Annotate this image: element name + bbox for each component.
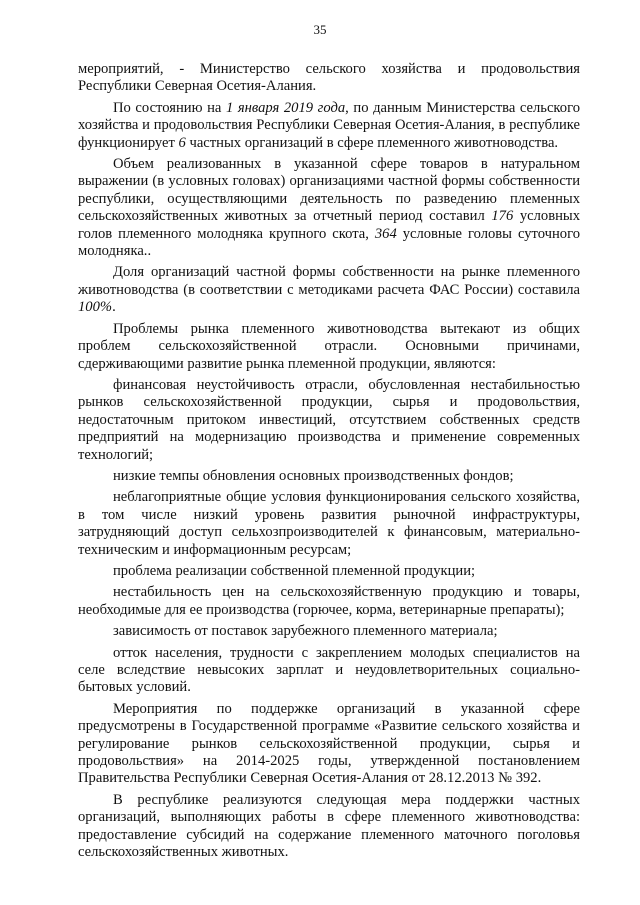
paragraph [78, 563, 580, 580]
text-run: нестабильность цен на сельскохозяйственную продукцию и товары, необходимые для ее производства (горючее, корма, ветеринарные препараты); [78, 584, 580, 618]
italic-text: 176 [491, 208, 514, 225]
paragraph [78, 100, 580, 152]
paragraph [78, 377, 580, 464]
text-run: Проблемы рынка племенного животноводства вытекают из общих проблем сельскохозяйственной отрасли. Основными причинами, сдерживающими развитие рынка племенной продукции, являются: [78, 320, 580, 372]
text-run: Мероприятия по поддержке организаций в указанной сфере предусмотрены в Государственной программе «Развитие сельского хозяйства и регулирование рынков сельскохозяйственной продукции, сырья и продовольствия» на 2014-2025 годы, утвержденной постановлением Правительства Республики Северная Осетия-Алания от 28.12.2013 № 392. [78, 700, 580, 787]
document-body [78, 61, 580, 865]
paragraph [78, 701, 580, 788]
text-run: условные головы суточного молодняка.. [78, 225, 580, 260]
paragraph [78, 792, 580, 862]
paragraph [78, 61, 580, 96]
text-run: Доля организаций частной формы собственности на рынке племенного животноводства (в соответствии с методиками расчета ФАС России) составила [78, 264, 580, 298]
paragraph [78, 321, 580, 373]
text-run: мероприятий, - Министерство сельского хозяйства и продовольствия Республики Северная Осетия-Алания. [78, 61, 580, 95]
text-run: зависимость от поставок зарубежного племенного материала; [113, 623, 498, 640]
text-run: В республике реализуются следующая мера поддержки частных организаций, выполняющих работы в сфере племенного животноводства: предоставление субсидий на содержание племенного маточного поголовья сельскохозяйственных животных. [78, 791, 580, 861]
text-run: отток населения, трудности с закреплением молодых специалистов на селе вследствие невысоких зарплат и неудовлетворительных социально-бытовых условий. [78, 644, 580, 696]
text-run: неблагоприятные общие условия функционирования сельского хозяйства, в том числе низкий уровень развития рыночной инфраструктуры, затрудняющий доступ сельхозпроизводителей к финансовым, материально-техническим и информационным ресурсам; [78, 489, 580, 558]
paragraph [78, 156, 580, 260]
italic-text: 1 января 2019 года [225, 99, 346, 116]
text-run: проблема реализации собственной племенной продукции; [113, 562, 476, 579]
paragraph [78, 489, 580, 559]
paragraph [78, 623, 580, 640]
text-run: Объем реализованных в указанной сфере товаров в натуральном выражении (в условных головах) организациями частной формы собственности республики, осуществляющими деятельность по разведению племенных сельскохозяйственных животных за отчетный период составил [78, 156, 580, 225]
italic-text: 364 [374, 225, 397, 242]
text-run: низкие темпы обновления основных производственных фондов; [113, 467, 514, 484]
paragraph [78, 645, 580, 697]
text-run: финансовая неустойчивость отрасли, обусловленная нестабильностью рынков сельскохозяйственной продукции, сырья и продовольствия, недостаточным притоком инвестиций, отсутствием собственных средств предприятий на модернизацию производства и применение современных технологий; [78, 376, 580, 463]
paragraph [78, 264, 580, 316]
paragraph [78, 584, 580, 619]
paragraph [78, 468, 580, 485]
text-run: , по данным Министерства сельского хозяйства и продовольствия Республики Северная Осетия-Алания, в республике функционирует [78, 99, 581, 151]
italic-text: 6 [178, 134, 186, 151]
text-run: условных голов племенного молодняка крупного скота, [78, 208, 581, 242]
text-run: . [112, 299, 116, 316]
text-run: частных организаций в сфере племенного животноводства. [185, 134, 559, 151]
page-number: 35 [313, 22, 327, 37]
text-run: По состоянию на [113, 99, 226, 116]
italic-text: 100% [78, 299, 113, 316]
